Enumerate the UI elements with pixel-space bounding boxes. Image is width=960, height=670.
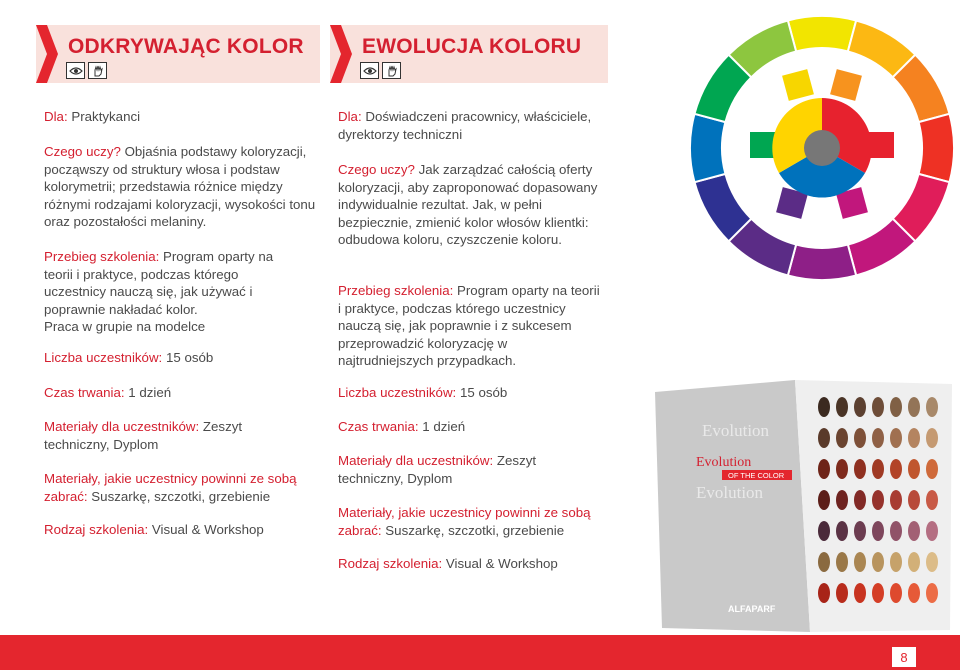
hair-swatch (908, 397, 920, 417)
hair-swatch (818, 490, 830, 510)
hair-swatch (854, 459, 866, 479)
hair-swatch (836, 583, 848, 603)
hair-swatch (854, 397, 866, 417)
page-number: 8 (892, 647, 916, 667)
section-materialy: Materiały dla uczestników: Zeszyt techniczny, Dyplom (338, 453, 537, 486)
color-wheel-segment (788, 16, 856, 51)
hair-swatch (818, 552, 830, 572)
hair-swatch (890, 459, 902, 479)
section-rodzaj: Rodzaj szkolenia: Visual & Workshop (44, 522, 264, 537)
section-czas: Czas trwania: 1 dzień (338, 419, 466, 434)
right-header (330, 25, 608, 83)
hair-swatch (926, 397, 938, 417)
hair-swatch (872, 459, 884, 479)
hair-swatch (854, 521, 866, 541)
hair-swatch (926, 521, 938, 541)
format-icons (360, 62, 401, 79)
hair-swatch (890, 583, 902, 603)
section-rodzaj: Rodzaj szkolenia: Visual & Workshop (338, 556, 558, 571)
section-liczba: Liczba uczestników: 15 osób (338, 385, 508, 400)
hair-swatch (872, 490, 884, 510)
hair-swatch (890, 397, 902, 417)
hair-swatch (854, 583, 866, 603)
hair-swatch (818, 397, 830, 417)
color-wheel-segment (690, 114, 725, 182)
hand-icon (382, 62, 401, 79)
left-title: ODKRYWAJĄC KOLOR (68, 35, 304, 58)
section-czego-uczy: Czego uczy? Jak zarządzać całością oferty koloryzacji, aby zaproponować dopasowany indywidualnie rezultat. Jak, w pełni bezpiecznie, zmienić kolor włosów klientki: odbudowa koloru, czyszczenie koloru. (338, 162, 598, 248)
hair-swatch (836, 552, 848, 572)
hair-swatch (908, 552, 920, 572)
hair-swatch (836, 459, 848, 479)
eye-icon (360, 62, 379, 79)
format-icons (66, 62, 107, 79)
hair-swatch (890, 490, 902, 510)
hair-swatch (908, 459, 920, 479)
hair-swatch (926, 583, 938, 603)
hair-swatch (908, 521, 920, 541)
hair-swatch (872, 583, 884, 603)
chevron-icon (330, 25, 352, 83)
hair-swatch (854, 490, 866, 510)
hair-swatch (818, 521, 830, 541)
hair-swatch (890, 521, 902, 541)
brochure-title: Evolution (696, 455, 752, 470)
hair-swatch (872, 552, 884, 572)
hair-swatch (854, 428, 866, 448)
section-czas: Czas trwania: 1 dzień (44, 385, 172, 400)
hair-swatch (908, 583, 920, 603)
hair-swatch (926, 459, 938, 479)
brochure-watermark-2: Evolution (696, 483, 764, 502)
section-zabrac: Materiały, jakie uczestnicy powinni ze sobą zabrać: Suszarkę, szczotki, grzebienie (44, 471, 297, 504)
hair-swatch (926, 428, 938, 448)
hair-swatch (818, 583, 830, 603)
center-triangle (772, 98, 871, 197)
section-czego-uczy: Czego uczy? Objaśnia podstawy koloryzacji, począwszy od struktury włosa i podstaw kolorymetrii; przedstawia różnice między różnymi rodzajami koloryzacji, wysokości tonu oraz pozostałości melaniny. (44, 144, 316, 230)
hair-swatch (818, 428, 830, 448)
hair-swatch (908, 490, 920, 510)
hair-swatch (836, 428, 848, 448)
chevron-icon (36, 25, 58, 83)
hair-swatch (926, 552, 938, 572)
brochure-subtitle: OF THE COLOR (728, 471, 785, 480)
hair-swatch (854, 552, 866, 572)
hair-swatch (872, 428, 884, 448)
hair-swatch (818, 459, 830, 479)
section-zabrac: Materiały, jakie uczestnicy powinni ze sobą zabrać: Suszarkę, szczotki, grzebienie (338, 505, 591, 538)
section-przebieg: Przebieg szkolenia: Program oparty na teorii i praktyce, podczas którego uczestnicy nauczą się, jak poprawnie i z sukcesem przeprowadzić koloryzację w najtrudniejszych przypadkach. (338, 283, 600, 369)
eye-icon (66, 62, 85, 79)
hair-swatch (872, 397, 884, 417)
section-materialy: Materiały dla uczestników: Zeszyt techniczny, Dyplom (44, 419, 243, 452)
hair-swatch (836, 397, 848, 417)
brochure-watermark-1: Evolution (702, 421, 770, 440)
hair-swatch (890, 428, 902, 448)
hair-swatch (890, 552, 902, 572)
section-dla: Dla: Praktykanci (44, 109, 141, 124)
hair-swatch (872, 521, 884, 541)
brochure-image (650, 380, 960, 635)
hair-swatch (926, 490, 938, 510)
footer-bar (0, 635, 960, 670)
right-title: EWOLUCJA KOLORU (362, 35, 582, 58)
section-liczba: Liczba uczestników: 15 osób (44, 350, 214, 365)
color-wheel-segment (919, 114, 954, 182)
brochure-cover (655, 380, 810, 632)
hair-swatch (836, 521, 848, 541)
swatch-green (750, 132, 776, 158)
swatch-red (868, 132, 894, 158)
hand-icon (88, 62, 107, 79)
section-przebieg: Przebieg szkolenia: Program oparty na teorii i praktyce, podczas którego uczestnicy nauczą się, jak używać i poprawnie nakładać kolor. Praca w grupie na modelce (44, 249, 274, 335)
left-header (36, 25, 320, 83)
hair-swatch (908, 428, 920, 448)
section-dla: Dla: Doświadczeni pracownicy, właściciele, dyrektorzy techniczni (338, 109, 592, 142)
color-wheel-segment (788, 245, 856, 280)
hair-swatch (836, 490, 848, 510)
color-wheel (684, 10, 960, 286)
brochure-brand: ALFAPARF (728, 604, 776, 614)
